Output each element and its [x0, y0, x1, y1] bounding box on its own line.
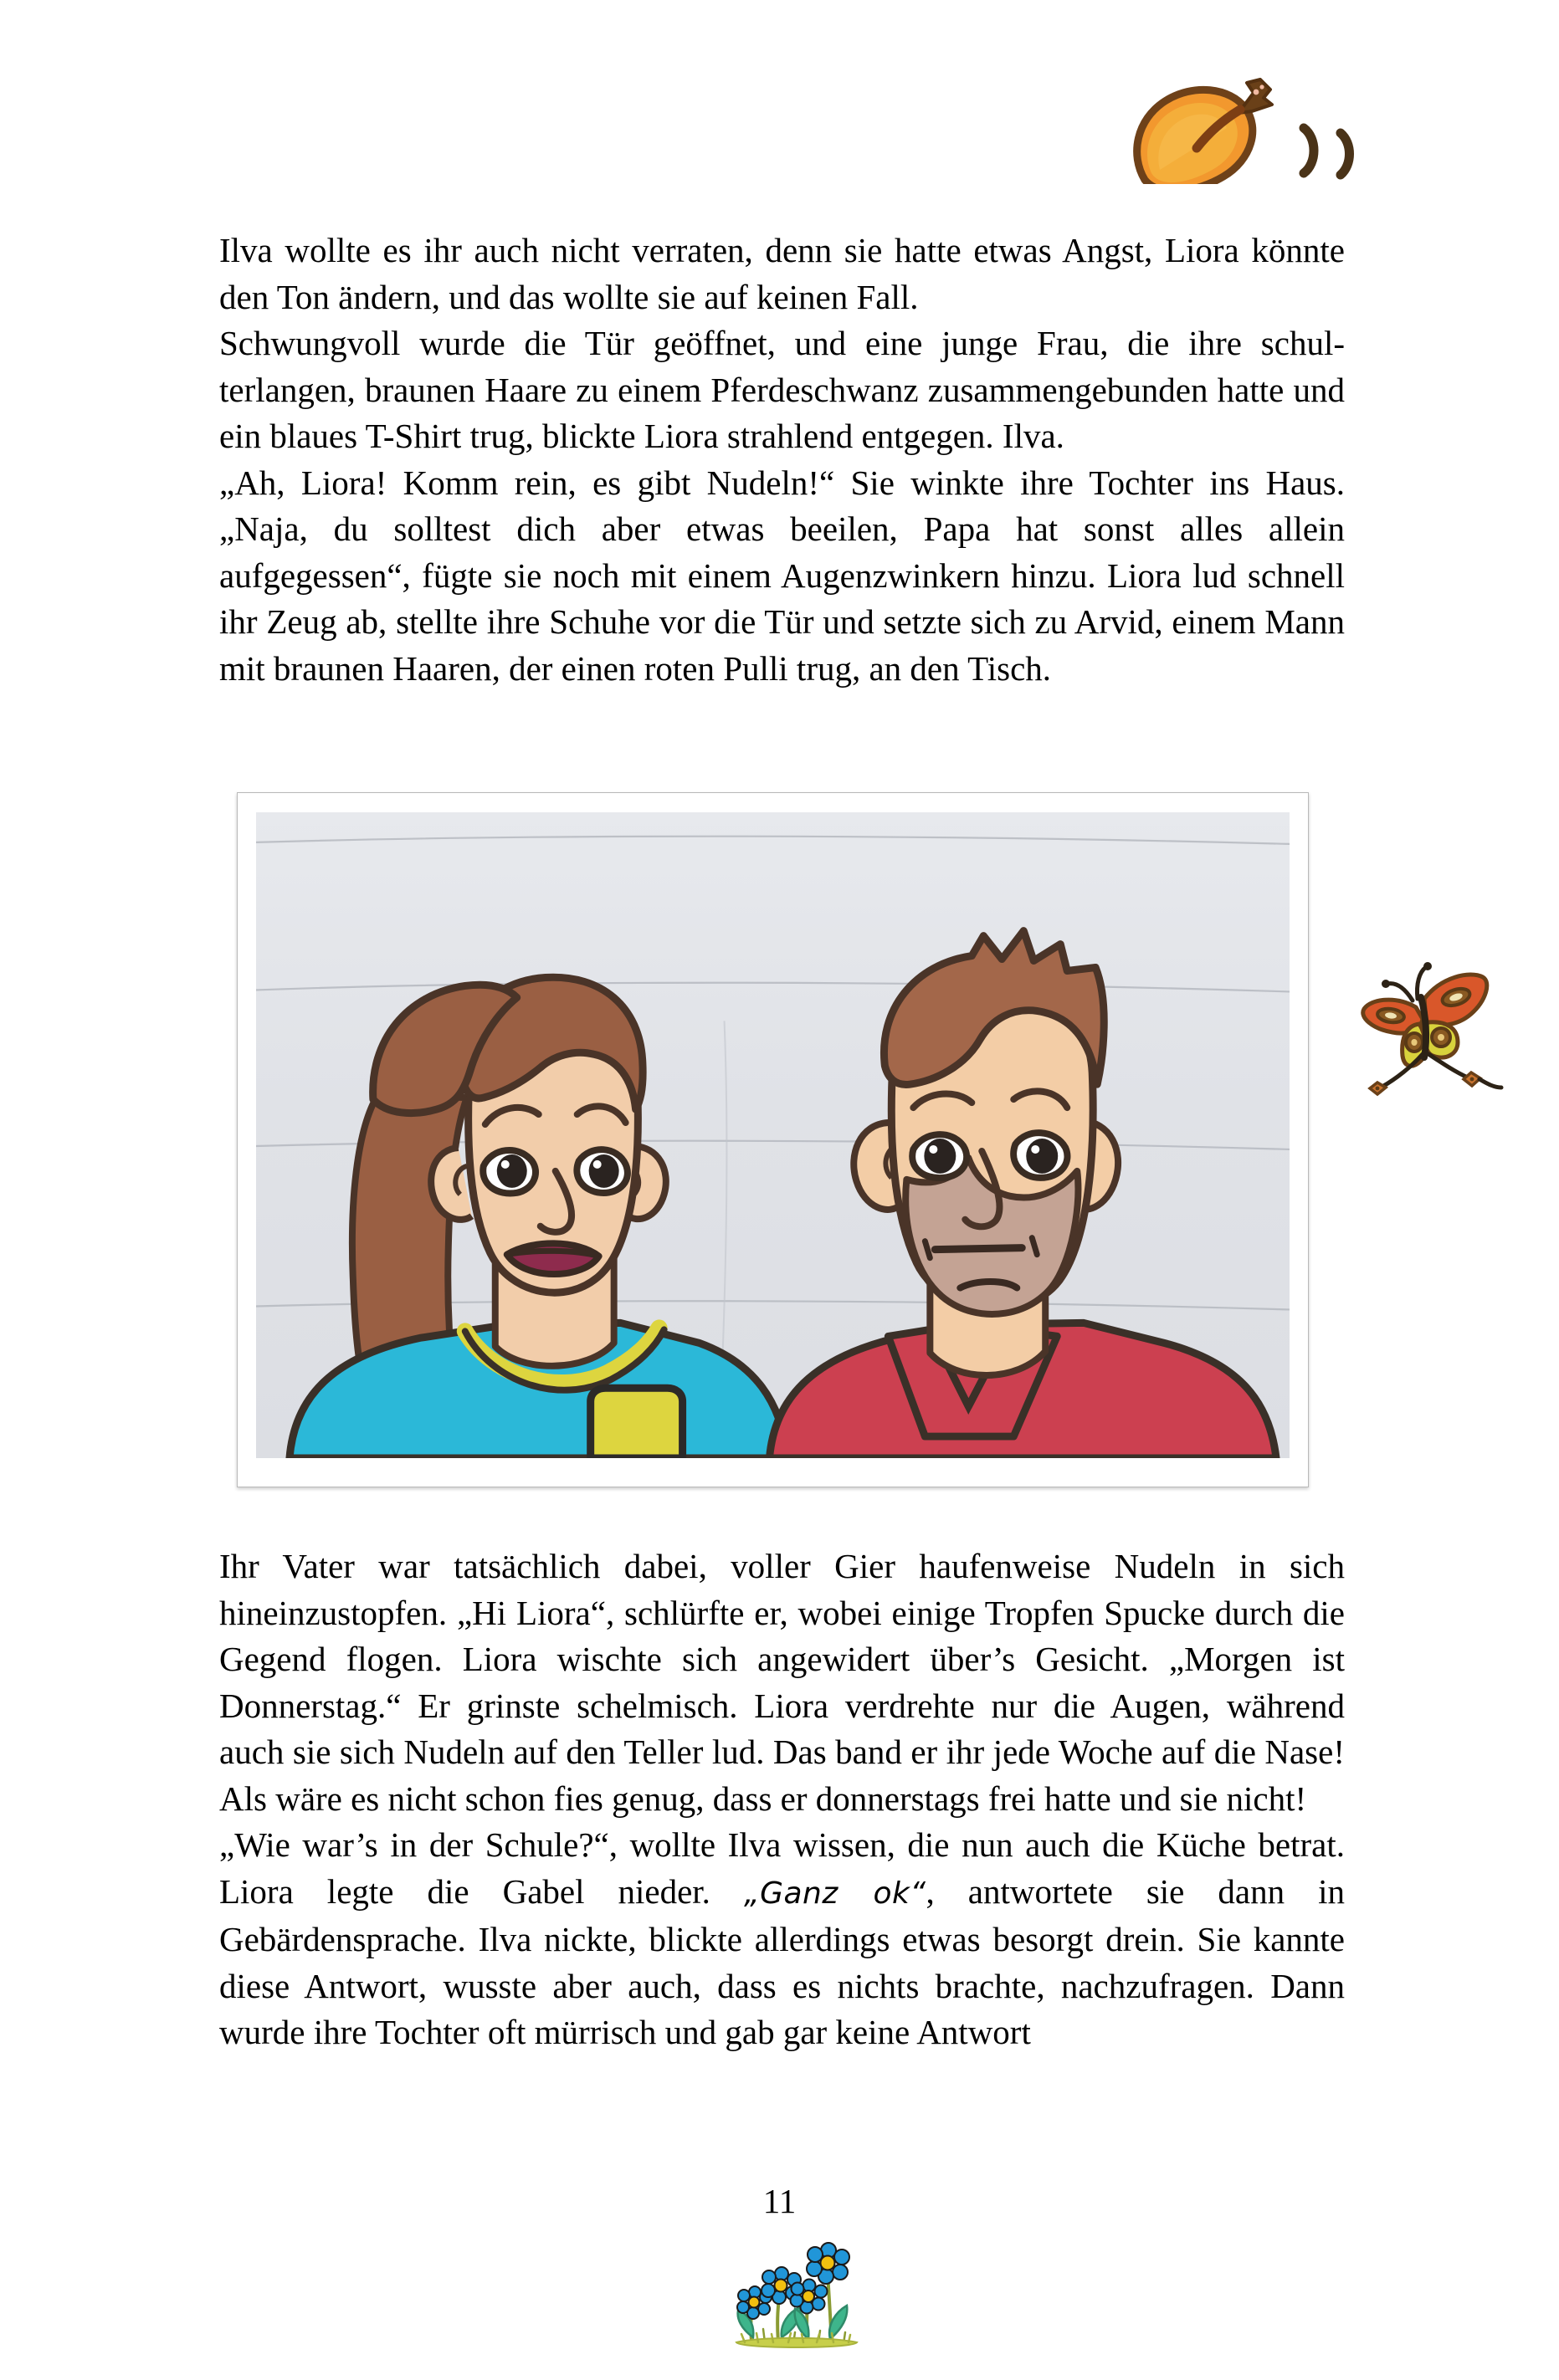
autumn-leaf-icon [1113, 46, 1372, 184]
page-number: 11 [762, 2182, 797, 2220]
handwritten-quote: „Ganz ok“ [743, 1876, 926, 1911]
paragraph: Schwungvoll wurde die Tür geöffnet, und eine junge Frau, die ihre schulterlangen, braunen Haare zu einem Pferdeschwanz zusammengebunden hatte und ein blaues T-Shirt trug, blickte Liora strahlend entgegen. Ilva. [219, 324, 1345, 455]
flowers-icon [730, 2225, 864, 2351]
paragraph-text: „Wie war’s in der Schule?“, wollte Ilva wissen, die nun auch die Küche betrat. Liora legte die Gabel nieder. [219, 1825, 1345, 1911]
pencil-drawing-two-people [256, 812, 1290, 1458]
paragraph [219, 1822, 1345, 2056]
paragraph-text: Ihr Vater war tatsächlich dabei, voller Gier haufenweise Nudeln in sich hineinzustopfen. „Hi Liora“, schlürfte er, wobei einige Tropfen Spucke durch die Gegend flogen. Liora wischte sich angewidert über’s Gesicht. „Morgen ist Donnerstag.“ Er grinste schelmisch. Liora verdrehte nur die Augen, während auch sie sich Nudeln auf den Teller lud. Das band er ihr jede Woche auf die Nase! Als wäre es nicht schon fies genug, dass er donnerstags frei hatte und sie nicht! [219, 1547, 1345, 1818]
paragraph [219, 1543, 1345, 1822]
upper-text-block [219, 228, 1345, 692]
lower-text-block [219, 1543, 1345, 2056]
paragraph: „Ah, Liora! Komm rein, es gibt Nudeln!“ Sie winkte ihre Tochter ins Haus. „Naja, du solltest dich aber etwas beeilen, Papa hat sonst alles allein aufgegessen“, fügte sie noch mit einem Augenzwinkern hinzu. Liora lud schnell ihr Zeug ab, stellte ihre Schuhe vor die Tür und setzte sich zu Arvid, einem Mann mit braunen Haaren, der einen roten Pulli trug, an den Tisch. [219, 463, 1345, 688]
motion-arc-icon [1304, 128, 1350, 175]
paragraph-text: , antwortete sie dann in Gebärdensprache. Ilva nickte, blickte allerdings etwas besorgt drein. Sie kannte diese Antwort, wusste aber auch, dass es nichts brachte, nachzufragen. Dann wurde ihre Tochter oft mürrisch und gab gar keine Antwort [219, 1871, 1345, 2051]
butterfly-icon [1354, 935, 1526, 1107]
paragraph: Ilva wollte es ihr auch nicht verraten, denn sie hatte etwas Angst, Liora könnte den Ton ändern, und das wollte sie auf keinen Fall. [219, 231, 1345, 316]
illustration-frame [237, 792, 1309, 1487]
